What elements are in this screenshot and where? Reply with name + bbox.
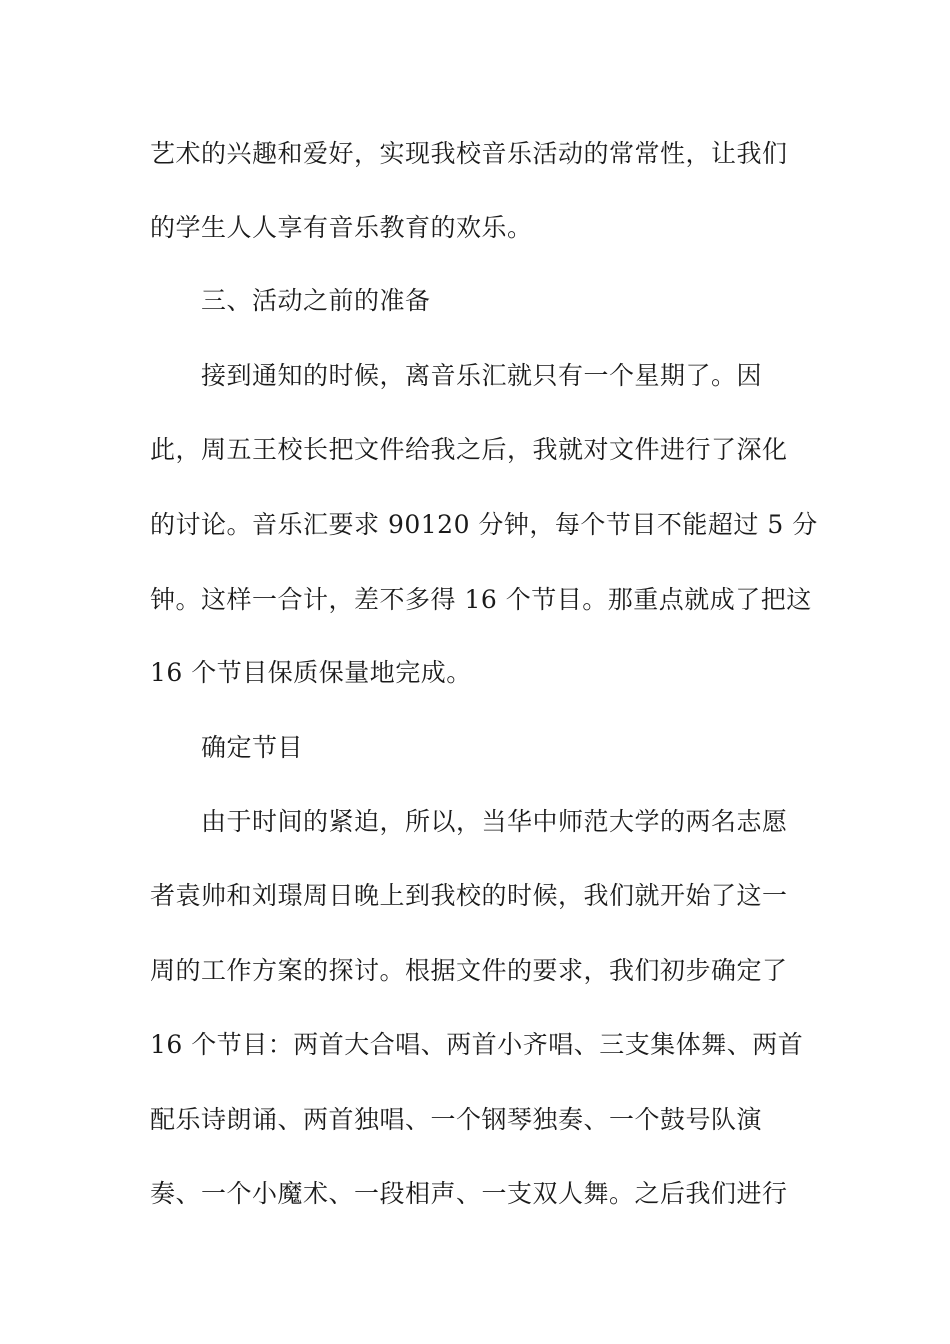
paragraph-line: 者袁帅和刘璟周日晚上到我校的时候，我们就开始了这一 [150,881,788,910]
paragraph-line: 艺术的兴趣和爱好，实现我校音乐活动的常常性，让我们 [150,139,788,168]
paragraph-line: 接到通知的时候，离音乐汇就只有一个星期了。因 [201,361,763,390]
paragraph-line: 由于时间的紧迫，所以，当华中师范大学的两名志愿 [201,807,788,836]
paragraph-line: 16 个节目保质保量地完成。 [150,658,472,687]
paragraph-line: 此，周五王校长把文件给我之后，我就对文件进行了深化 [150,435,788,464]
paragraph-line: 的学生人人享有音乐教育的欢乐。 [150,213,533,242]
paragraph-line: 奏、一个小魔术、一段相声、一支双人舞。之后我们进行 [150,1179,788,1208]
subsection-heading: 确定节目 [201,733,304,762]
paragraph-line: 钟。这样一合计，差不多得 16 个节目。那重点就成了把这 [150,585,812,614]
paragraph-line: 的讨论。音乐汇要求 90120 分钟，每个节目不能超过 5 分 [150,510,818,539]
paragraph-line: 配乐诗朗诵、两首独唱、一个钢琴独奏、一个鼓号队演 [150,1105,763,1134]
paragraph-line: 16 个节目：两首大合唱、两首小齐唱、三支集体舞、两首 [150,1030,804,1059]
section-heading: 三、活动之前的准备 [201,286,431,315]
paragraph-line: 周的工作方案的探讨。根据文件的要求，我们初步确定了 [150,956,788,985]
